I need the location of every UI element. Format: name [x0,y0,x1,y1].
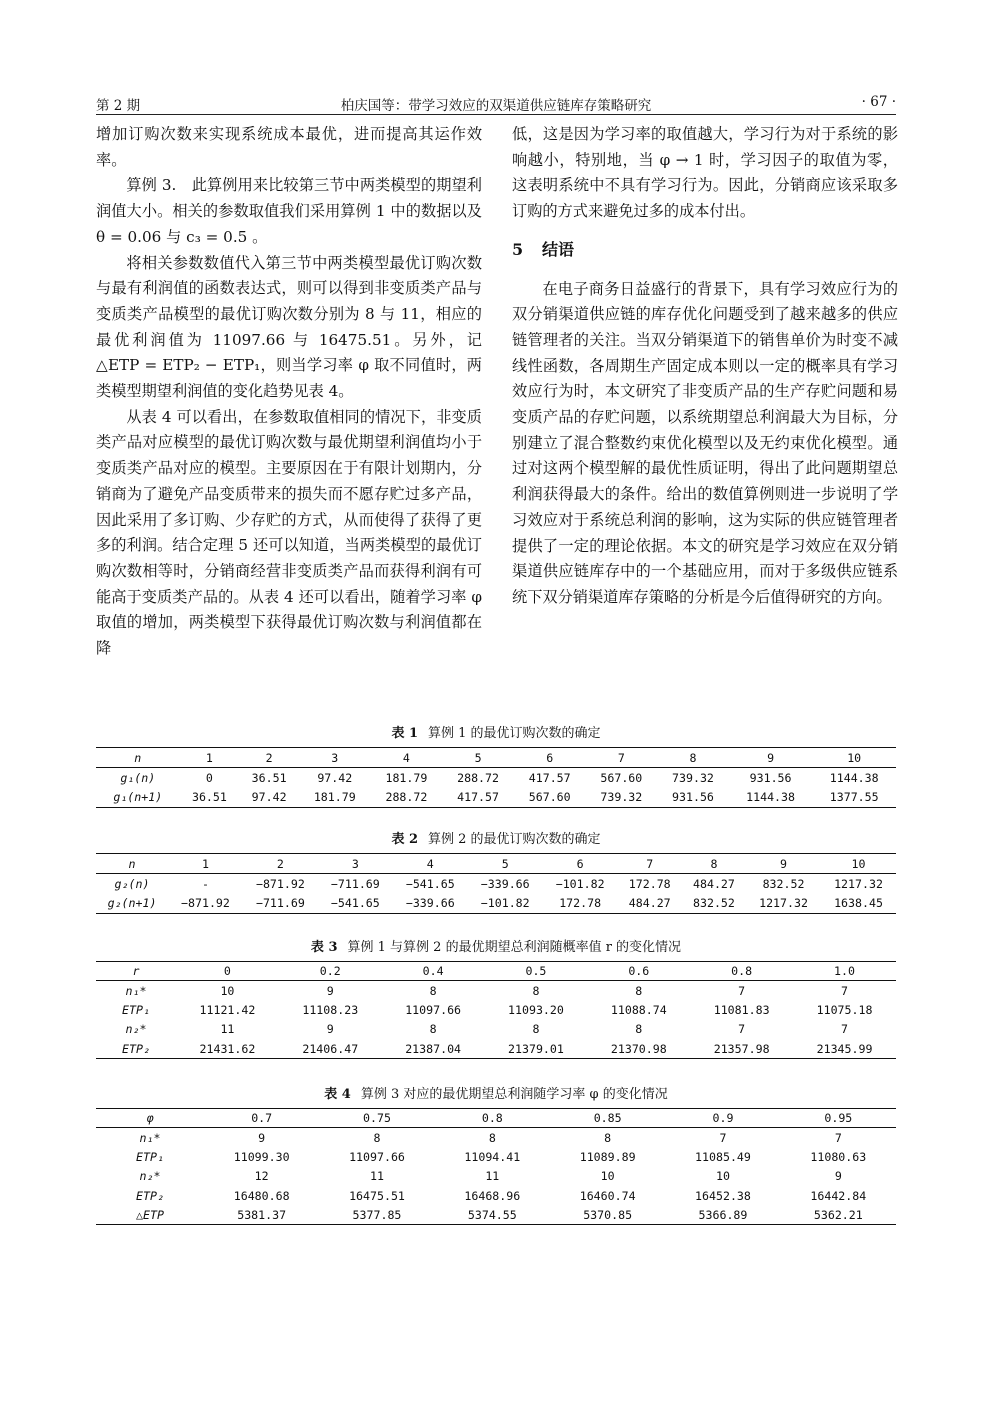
table-cell: 21431.62 [176,1039,279,1058]
table-number: 表 1 [391,726,419,741]
table-header-cell: 8 [657,748,729,768]
table-row-label: ETP₁ [122,1002,150,1017]
table-cell: −541.65 [405,876,455,891]
table-row [96,1167,896,1186]
table-header-cell: 0.75 [319,1108,434,1127]
table-row [96,1128,896,1147]
table-header-cell: 5 [442,748,514,768]
table-cell: 8 [532,1022,540,1037]
table-header-cell: 0.95 [781,1108,896,1127]
table-cell: −711.69 [243,894,318,914]
table-cell: 8 [429,1022,437,1037]
table-cell: 8 [635,1022,643,1037]
table-header-cell: 1 [180,748,240,768]
table-cell: 288.72 [457,770,499,785]
table-caption [96,828,896,847]
table-header-cell: 0 [176,962,279,981]
table-cell: 97.42 [317,770,353,785]
table-header-cell: n [96,748,180,768]
table-cell: 7 [841,1022,849,1037]
table-cell: 7 [719,1130,727,1145]
table-cell: 11093.20 [508,1002,564,1017]
table-header-cell: 10 [812,748,896,768]
table-cell: 8 [488,1130,496,1145]
table-row-label: ETP₂ [96,1039,176,1058]
table-cell: 8 [635,983,643,998]
table-header-row [96,962,896,981]
table-cell: 8 [373,1130,381,1145]
table-cell: 21387.04 [382,1039,485,1058]
table-cell: 11080.63 [810,1149,867,1164]
table-cell: 16442.84 [810,1188,867,1203]
table-cell: 21406.47 [279,1039,382,1058]
table-cell: - [201,876,209,891]
table-row-label: n₁* [125,983,147,998]
table-cell: 11097.66 [405,1002,462,1017]
section-title: 结语 [542,239,575,259]
table-cell: 1217.32 [746,894,821,914]
table-number: 表 2 [391,832,419,847]
table-cell: 7 [841,983,849,998]
table-header-cell: n [96,854,168,874]
table-cell: 7 [738,1022,746,1037]
table-cell: 832.52 [762,876,805,891]
running-title: 柏庆国等：带学习效应的双渠道供应链库存策略研究 [340,98,652,114]
table-cell: 11099.30 [233,1149,290,1164]
table-header-cell: 2 [243,854,318,874]
table-header-cell: 7 [618,854,682,874]
table-cell: 11088.74 [610,1002,667,1017]
table-header-cell: φ [96,1108,204,1127]
table-cell: 931.56 [749,770,792,785]
table-header-cell: 10 [821,854,896,874]
table-cell: 9 [326,983,334,998]
table-cell: 1377.55 [812,788,896,808]
table-cell: 12 [254,1169,269,1184]
table-header-cell: 8 [682,854,746,874]
table-cell: 10 [600,1169,615,1184]
table-cell: 11094.41 [464,1149,521,1164]
table-header-row [96,1108,896,1127]
table-cell: 11 [220,1022,235,1037]
table-header-cell: 0.8 [690,962,793,981]
table-cell: 5366.89 [665,1205,780,1224]
table-cell: 7 [738,983,746,998]
table-header-cell: r [96,962,176,981]
table-row-label: △ETP [96,1205,204,1224]
table-cell: 11108.23 [302,1002,359,1017]
table-header-cell: 0.9 [665,1108,780,1127]
paragraph: 增加订购次数来实现系统成本最优，进而提高其运作效率。 [96,125,482,169]
table-row-label: g₁(n) [120,770,156,785]
section-heading [512,237,898,263]
table-cell: −339.66 [480,876,530,891]
table-cell: 5377.85 [319,1205,434,1224]
table-header-cell: 0.2 [279,962,382,981]
table-header-cell: 2 [239,748,299,768]
table-cell: 36.51 [251,770,287,785]
table-cell: 16475.51 [349,1188,405,1203]
table-header-row [96,854,896,874]
page-number: · 67 · [861,94,896,110]
table-cell: 567.60 [514,788,586,808]
table-cell: 0 [205,770,213,785]
table-row [96,1186,896,1205]
table-cell: 417.57 [442,788,514,808]
issue-number: 第 2 期 [96,98,141,114]
table-cell: 36.51 [180,788,240,808]
table-header-cell: 0.6 [587,962,690,981]
table-header-cell: 4 [371,748,443,768]
paragraph: 低，这是因为学习率的取值越大，学习行为对于系统的影响越小，特别地，当 φ → 1 时，学习因子的取值为零，这表明系统中不具有学习行为。因此，分销商应该采取多订购的方式来避免过多的成本付出。 [512,125,898,221]
table-cell: 5370.85 [550,1205,665,1224]
table-cell: 21379.01 [485,1039,588,1058]
table-header-cell: 0.85 [550,1108,665,1127]
table-cell: 8 [532,983,540,998]
table-cell: 21345.99 [793,1039,896,1058]
table-cell: 11075.18 [816,1002,873,1017]
table-number: 表 4 [324,1086,351,1102]
table-row-label: g₂(n) [114,876,150,891]
table-cell: 832.52 [682,894,746,914]
table-header-cell: 0.5 [485,962,588,981]
tables-area [96,722,896,1225]
table-cell: 16460.74 [579,1188,636,1203]
table-cell: 484.27 [618,894,682,914]
table-cell: 288.72 [371,788,443,808]
paragraph: 将相关参数数值代入第三节中两类模型最优订购次数与最有利润值的函数表达式，则可以得到非变质类产品与变质类产品模型的最优订购次数分别为 8 与 11，相应的最优利润值为 11097.66 与 16475.51。另外，记 △ETP = ETP₂ − ETP₁，则当学习率 φ 取不同值时，两类模型期望利润值的变化趋势见表 4。 [96,253,482,401]
table-header-cell: 0.7 [204,1108,319,1127]
table-header-cell: 7 [586,748,658,768]
table-header-cell: 3 [299,748,371,768]
paragraph: 在电子商务日益盛行的背景下，具有学习效应行为的双分销渠道供应链的库存优化问题受到了越来越多的供应链管理者的关注。当双分销渠道下的销售单价为时变不减线性函数，各周期生产固定成本则以一定的概率具有学习效应行为时，本文研究了非变质产品的生产存贮问题和易变质产品的存贮问题，以系统期望总利润最大为目标，分别建立了混合整数约束优化模型以及无约束优化模型。通过对这两个模型解的最优性质证明，得出了此问题期望总利润获得最大的条件。给出的数值算例则进一步说明了学习效应对于系统总利润的影响，这为实际的供应链管理者提供了一定的理论依据。本文的研究是学习效应在双分销渠道供应链库存中的一个基础应用，而对于多级供应链系统下双分销渠道库存策略的分析是今后值得研究的方向。 [512,279,898,606]
table-cell: 1638.45 [821,894,896,914]
table-row [96,874,896,894]
table-cell: 21357.98 [690,1039,793,1058]
table-cell: 16468.96 [464,1188,521,1203]
table-caption [96,936,896,955]
table-cell: 1144.38 [729,788,813,808]
running-header [96,92,896,115]
table-cell: 172.78 [628,876,671,891]
table-cell: 11 [370,1169,384,1184]
table-caption [96,722,896,741]
table-cell: 567.60 [600,770,643,785]
table-cell: 10 [715,1169,730,1184]
table-title: 算例 1 的最优订购次数的确定 [428,726,601,741]
table-cell: 9 [834,1169,842,1184]
table-cell: 1217.32 [834,876,883,891]
table-header-cell: 4 [393,854,468,874]
table-cell: 484.27 [693,876,735,891]
table-cell: 16452.38 [695,1188,751,1203]
table-row [96,894,896,914]
table-row [96,768,896,788]
table-cell: 97.42 [239,788,299,808]
table-row [96,981,896,1000]
table-row-label: ETP₂ [136,1188,164,1203]
table-row-label: n₂* [139,1169,161,1184]
table-cell: 8 [604,1130,612,1145]
table-cell: 10 [220,983,235,998]
table-cell: 739.32 [586,788,658,808]
table-cell: 9 [326,1022,334,1037]
table-cell: 11089.89 [579,1149,636,1164]
table-header-cell: 1.0 [793,962,896,981]
table-header-cell: 6 [543,854,618,874]
table-cell: −339.66 [393,894,468,914]
table-header-cell: 0.4 [382,962,485,981]
table-header-cell: 6 [514,748,586,768]
paragraph: 从表 4 可以看出，在参数取值相同的情况下，非变质类产品对应模型的最优订购次数与最优期望利润值均小于变质类产品对应的模型。主要原因在于有限计划期内，分销商为了避免产品变质带来的损失而不愿存贮过多产品，因此采用了多订购、少存贮的方式，从而使得了获得了更多的利润。结合定理 5 还可以知道，当两类模型的最优订购次数相等时，分销商经营非变质类产品而获得利润有可能高于变质类产品的。从表 4 还可以看出，随着学习率 φ 取值的增加，两类模型下获得最优订购次数与利润值都在降 [96,407,482,658]
table-1 [96,747,896,808]
table-cell: 417.57 [528,770,571,785]
table-cell: −871.92 [255,876,305,891]
table-cell: −101.82 [555,876,605,891]
table-cell: −541.65 [318,894,393,914]
table-cell: 931.56 [657,788,729,808]
table-row [96,1147,896,1166]
table-cell: −871.92 [168,894,243,914]
table-header-cell: 0.8 [435,1108,550,1127]
table-cell: −101.82 [468,894,543,914]
table-row [96,1000,896,1019]
table-cell: 172.78 [543,894,618,914]
table-header-cell: 9 [729,748,813,768]
table-title: 算例 2 的最优订购次数的确定 [428,832,601,847]
table-title: 算例 1 与算例 2 的最优期望总利润随概率值 r 的变化情况 [347,940,682,955]
table-cell: 181.79 [385,770,428,785]
table-row [96,788,896,808]
table-cell: 11085.49 [695,1149,751,1164]
table-cell: 11 [485,1169,500,1184]
table-header-cell: 9 [746,854,821,874]
table-header-row [96,748,896,768]
table-header-cell: 5 [468,854,543,874]
table-title: 算例 3 对应的最优期望总利润随学习率 φ 的变化情况 [360,1086,668,1102]
table-cell: 5362.21 [781,1205,896,1224]
table-caption [96,1083,896,1102]
table-cell: 16480.68 [233,1188,290,1203]
table-row [96,1039,896,1058]
table-row [96,1020,896,1039]
table-row [96,1205,896,1224]
table-cell: 11081.83 [713,1002,770,1017]
table-header-cell: 3 [318,854,393,874]
left-column [96,122,482,662]
section-number: 5 [512,239,524,259]
table-cell: 9 [258,1130,266,1145]
table-row-label: ETP₁ [136,1149,164,1164]
table-row-label: g₂(n+1) [96,894,168,914]
table-row-label: g₁(n+1) [96,788,180,808]
table-cell: 7 [834,1130,842,1145]
table-header-cell: 1 [168,854,243,874]
table-cell: 181.79 [299,788,371,808]
table-cell: −711.69 [330,876,380,891]
table-cell: 739.32 [672,770,714,785]
table-row-label: n₂* [125,1022,147,1037]
table-cell: 5374.55 [435,1205,550,1224]
table-number: 表 3 [310,940,338,955]
table-cell: 21370.98 [587,1039,690,1058]
table-cell: 11121.42 [199,1002,256,1017]
right-column [512,122,898,611]
table-cell: 1144.38 [829,770,879,785]
table-2 [96,853,896,914]
table-cell: 11097.66 [349,1149,405,1164]
table-row-label: n₁* [139,1130,161,1145]
table-cell: 5381.37 [204,1205,319,1224]
paragraph: 算例 3. 此算例用来比较第三节中两类模型的期望利润值大小。相关的参数取值我们采用算例 1 中的数据以及 θ = 0.06 与 c₃ = 0.5 。 [96,176,482,246]
table-cell: 8 [429,983,437,998]
table-3 [96,961,896,1059]
table-4 [96,1108,896,1225]
